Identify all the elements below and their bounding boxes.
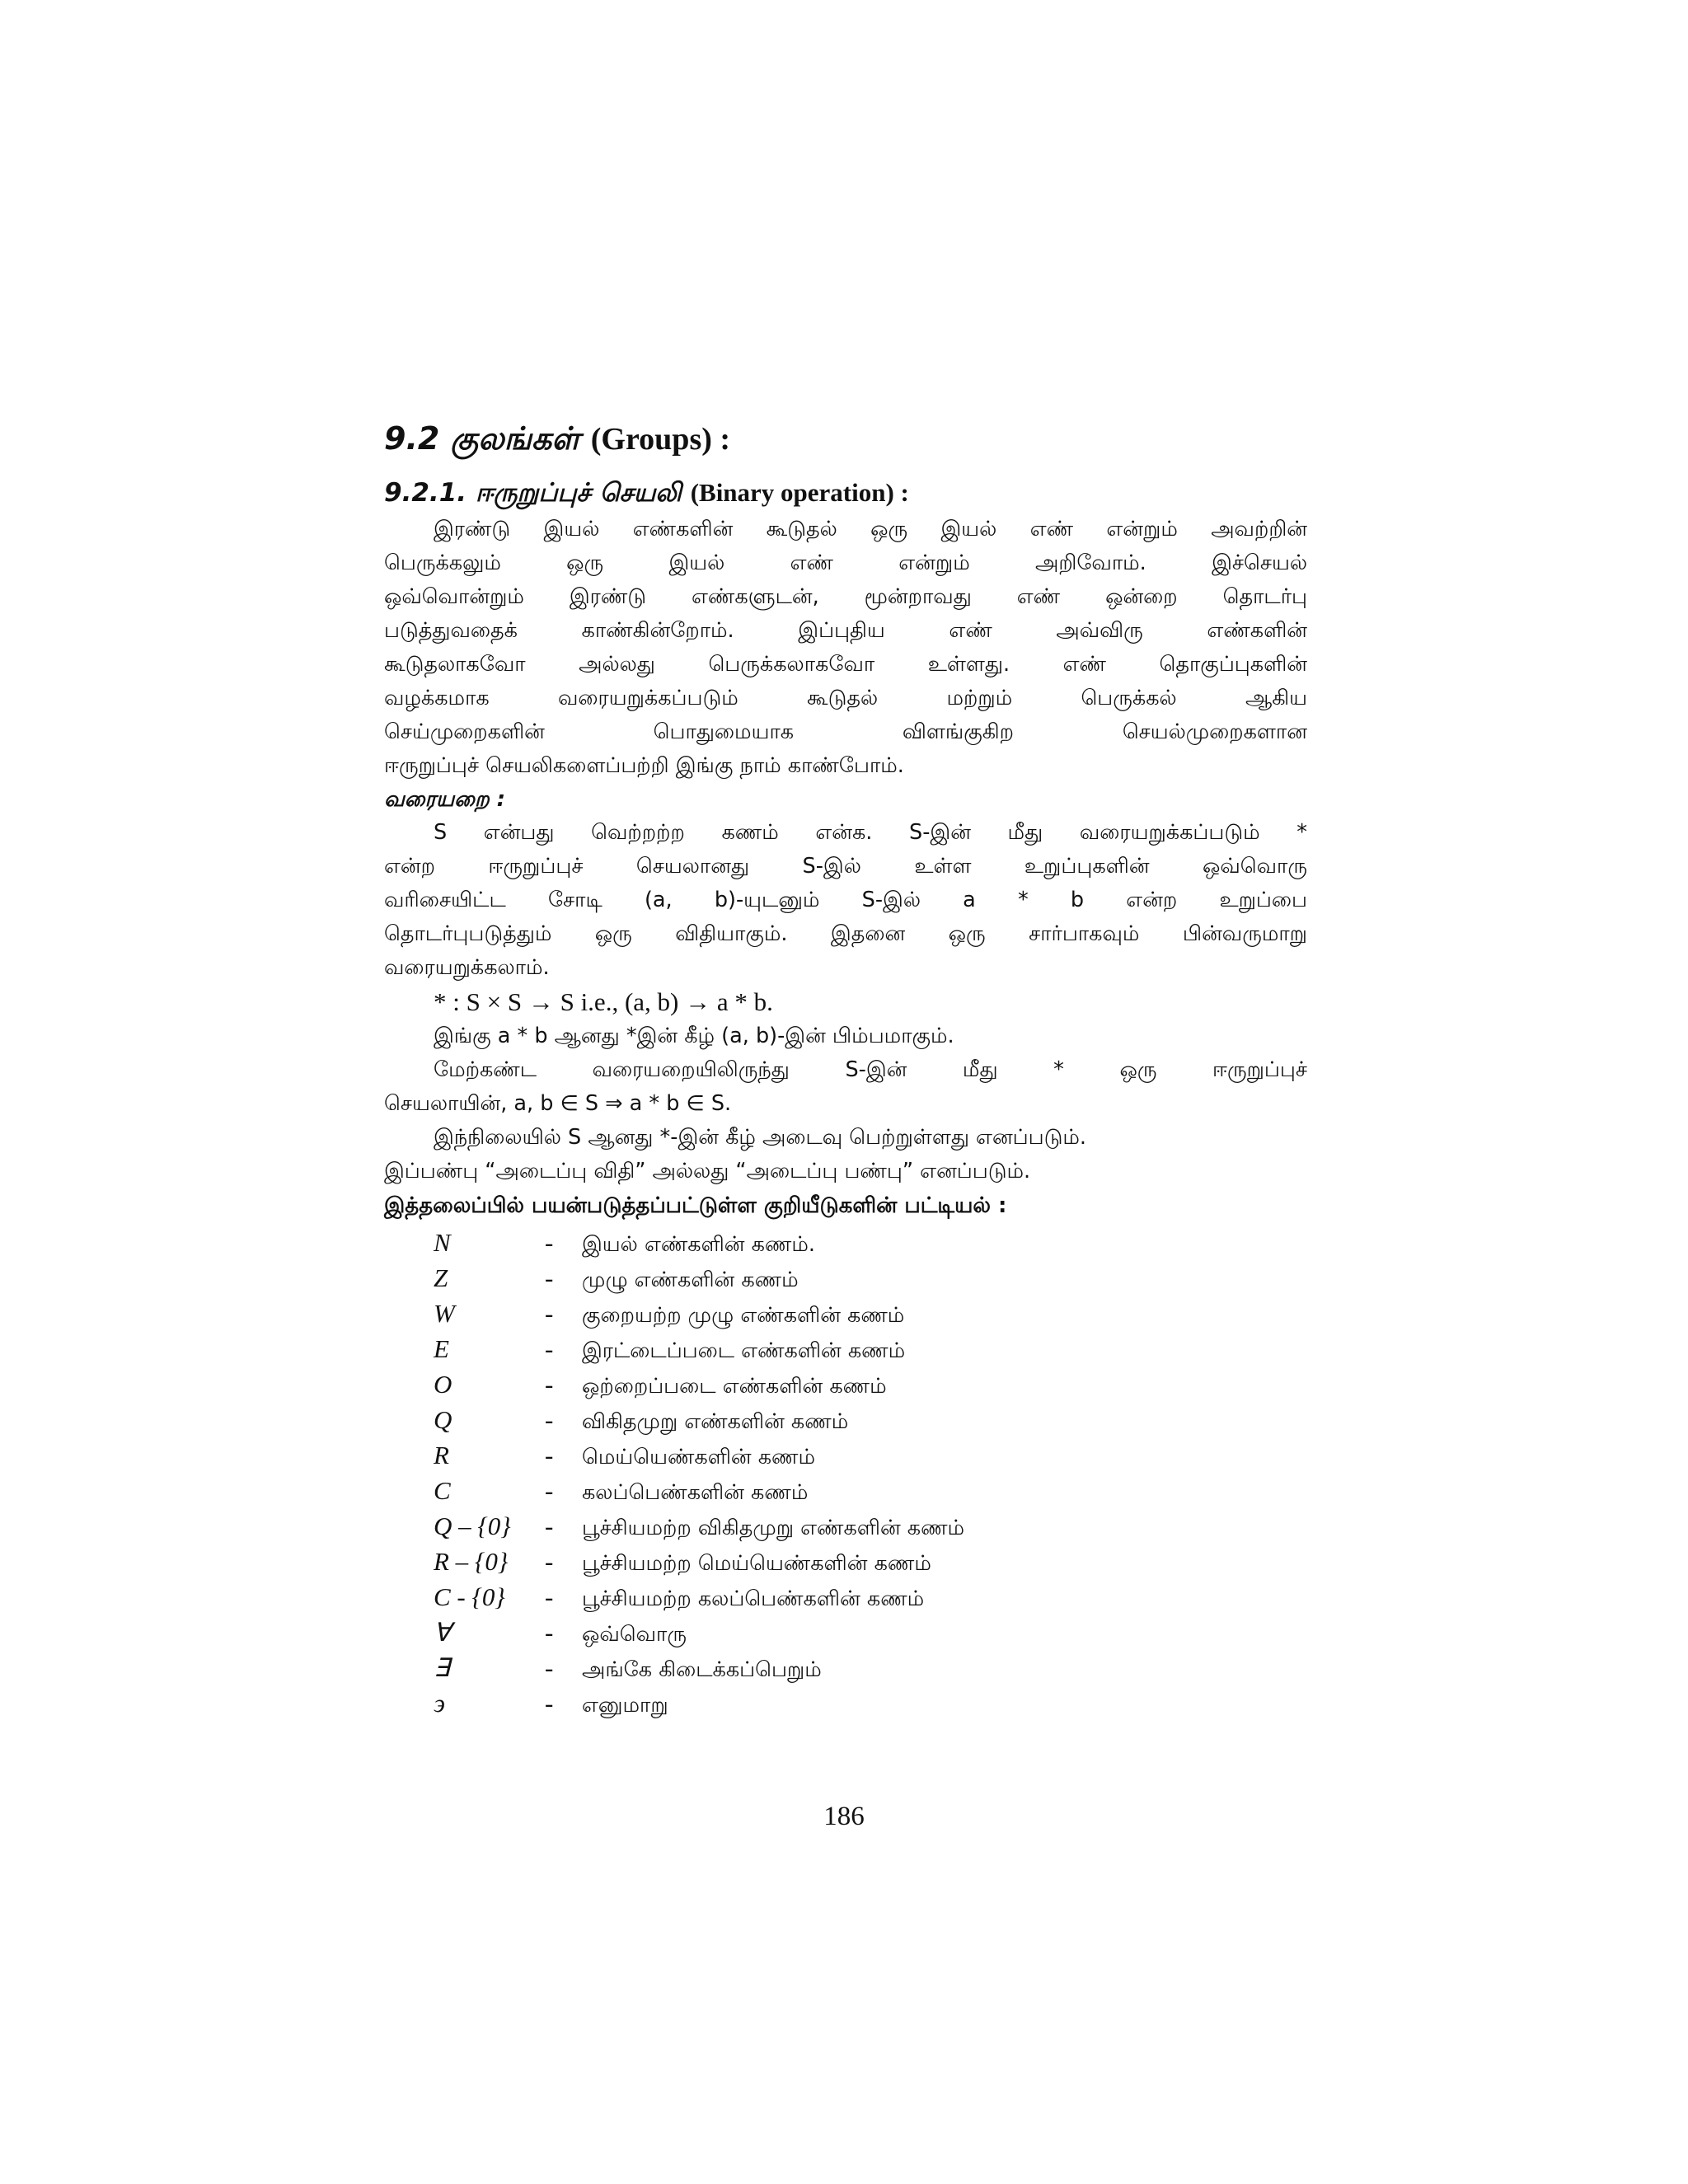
page-content bbox=[384, 416, 1307, 1724]
definition-heading: வரையறை : bbox=[384, 787, 505, 812]
symbol-meaning: விகிதமுறு எண்களின் கணம் bbox=[582, 1409, 849, 1434]
section-heading bbox=[384, 416, 1307, 462]
binary-operation-formula: * : S × S → S i.e., (a, b) → a * b. bbox=[434, 987, 773, 1016]
paragraph-line: செய்முறைகளின் பொதுமையாக விளங்குகிற செயல்முறைகளான bbox=[384, 719, 1307, 744]
symbol-meaning: இரட்டைப்படை எண்களின் கணம் bbox=[582, 1338, 906, 1363]
paragraph-line: மேற்கண்ட வரையறையிலிருந்து S-இன் மீது * ஒரு ஈருறுப்புச் bbox=[434, 1057, 1307, 1082]
symbol-meaning: அங்கே கிடைக்கப்பெறும் bbox=[582, 1657, 822, 1682]
symbol-row bbox=[434, 1582, 1307, 1618]
symbol-dash: - bbox=[545, 1334, 554, 1363]
symbol-row bbox=[434, 1547, 1307, 1582]
symbol: O bbox=[434, 1370, 452, 1399]
symbol-row bbox=[434, 1405, 1307, 1441]
paragraph-line: வழக்கமாக வரையறுக்கப்படும் கூடுதல் மற்றும் பெருக்கல் ஆகிய bbox=[384, 686, 1307, 710]
symbol-row bbox=[434, 1511, 1307, 1547]
symbol: W bbox=[434, 1299, 455, 1328]
symbol-row bbox=[434, 1228, 1307, 1263]
symbol-row bbox=[434, 1370, 1307, 1405]
paragraph-line: தொடர்புபடுத்தும் ஒரு விதியாகும். இதனை ஒரு சார்பாகவும் பின்வருமாறு bbox=[384, 921, 1307, 946]
symbol-dash: - bbox=[545, 1547, 554, 1576]
symbol-dash: - bbox=[545, 1370, 554, 1399]
paragraph-line: இந்நிலையில் S ஆனது *-இன் கீழ் அடைவு பெற்றுள்ளது எனப்படும். bbox=[434, 1125, 1087, 1150]
symbol: E bbox=[434, 1334, 449, 1363]
symbol-meaning: குறையற்ற முழு எண்களின் கணம் bbox=[582, 1303, 905, 1328]
symbol-meaning: எனுமாறு bbox=[582, 1693, 668, 1718]
definition-paragraph bbox=[384, 816, 1307, 985]
paragraph-line: ஈருறுப்புச் செயலிகளைப்பற்றி இங்கு நாம் காண்போம். bbox=[384, 753, 904, 778]
symbol-row bbox=[434, 1689, 1307, 1724]
paragraph-line: வரிசையிட்ட சோடி (a, b)-யுடனும் S-இல் a * b என்ற உறுப்பை bbox=[384, 888, 1307, 912]
section-number: 9.2 bbox=[384, 420, 440, 457]
symbol: N bbox=[434, 1228, 451, 1257]
symbol: C bbox=[434, 1476, 451, 1505]
symbol-row bbox=[434, 1441, 1307, 1476]
paragraph-line: என்ற ஈருறுப்புச் செயலானது S-இல் உள்ள உறுப்புகளின் ஒவ்வொரு bbox=[384, 854, 1307, 879]
subsection-heading bbox=[384, 473, 1307, 513]
symbol-dash: - bbox=[545, 1618, 554, 1647]
symbol: R bbox=[434, 1441, 449, 1469]
for-all-symbol: ∀ bbox=[434, 1618, 452, 1647]
symbol-dash: - bbox=[545, 1263, 554, 1292]
closure-paragraph bbox=[384, 1053, 1307, 1121]
symbol-dash: - bbox=[545, 1228, 554, 1257]
paragraph-line: S என்பது வெற்றற்ற கணம் என்க. S-இன் மீது வரையறுக்கப்படும் * bbox=[434, 820, 1307, 845]
intro-paragraph bbox=[384, 513, 1307, 783]
subsection-title-tamil: ஈருறுப்புச் செயலி bbox=[475, 478, 682, 508]
such-that-symbol: ϶ bbox=[434, 1689, 444, 1718]
symbol: Z bbox=[434, 1263, 448, 1292]
symbol-dash: - bbox=[545, 1689, 554, 1718]
symbol-row bbox=[434, 1299, 1307, 1334]
section-title-english: (Groups) : bbox=[590, 422, 731, 457]
symbol-meaning: பூச்சியமற்ற கலப்பெண்களின் கணம் bbox=[582, 1586, 925, 1611]
symbol-dash: - bbox=[545, 1653, 554, 1682]
symbol-meaning: ஒவ்வொரு bbox=[582, 1622, 687, 1647]
paragraph-line: வரையறுக்கலாம். bbox=[384, 955, 550, 980]
paragraph-line: பெருக்கலும் ஒரு இயல் எண் என்றும் அறிவோம். இச்செயல் bbox=[384, 551, 1307, 575]
symbol: C - {0} bbox=[434, 1582, 505, 1611]
symbol: Q bbox=[434, 1405, 452, 1434]
symbol-row bbox=[434, 1653, 1307, 1689]
paragraph-line: படுத்துவதைக் காண்கின்றோம். இப்புதிய எண் அவ்விரு எண்களின் bbox=[384, 618, 1307, 643]
subsection-title-english: (Binary operation) : bbox=[690, 478, 909, 507]
section-title-tamil: குலங்கள் bbox=[450, 420, 580, 457]
paragraph-line: இப்பண்பு “அடைப்பு விதி” அல்லது “அடைப்பு பண்பு” எனப்படும். bbox=[384, 1159, 1031, 1183]
symbol-dash: - bbox=[545, 1582, 554, 1611]
paragraph-line: இங்கு a * b ஆனது *இன் கீழ் (a, b)-இன் பிம்பமாகும். bbox=[434, 1024, 954, 1048]
symbol-dash: - bbox=[545, 1299, 554, 1328]
symbol-dash: - bbox=[545, 1405, 554, 1434]
paragraph-line: கூடுதலாகவோ அல்லது பெருக்கலாகவோ உள்ளது. எண் தொகுப்புகளின் bbox=[384, 652, 1307, 677]
symbol: R – {0} bbox=[434, 1547, 509, 1576]
symbol-dash: - bbox=[545, 1511, 554, 1540]
closure-property-paragraph bbox=[384, 1121, 1307, 1188]
symbol-dash: - bbox=[545, 1476, 554, 1505]
subsection-number: 9.2.1. bbox=[384, 478, 467, 508]
symbol-meaning: ஒற்றைப்படை எண்களின் கணம் bbox=[582, 1374, 887, 1399]
symbol-row bbox=[434, 1476, 1307, 1511]
symbol-meaning: பூச்சியமற்ற மெய்யெண்களின் கணம் bbox=[582, 1551, 931, 1576]
page-number: 186 bbox=[823, 1802, 865, 1831]
symbol-row bbox=[434, 1263, 1307, 1299]
paragraph-line: செயலாயின், a, b ∈ S ⇒ a * b ∈ S. bbox=[384, 1091, 732, 1116]
symbol: Q – {0} bbox=[434, 1511, 511, 1540]
symbol-meaning: மெய்யெண்களின் கணம் bbox=[582, 1445, 816, 1469]
symbol-meaning: கலப்பெண்களின் கணம் bbox=[582, 1480, 809, 1505]
paragraph-line: ஒவ்வொன்றும் இரண்டு எண்களுடன், மூன்றாவது எண் ஒன்றை தொடர்பு bbox=[384, 584, 1307, 609]
symbol-dash: - bbox=[545, 1441, 554, 1469]
there-exists-symbol: ∃ bbox=[434, 1653, 450, 1682]
image-paragraph bbox=[384, 1019, 1307, 1053]
symbols-heading: இத்தலைப்பில் பயன்படுத்தப்பட்டுள்ள குறியீடுகளின் பட்டியல் : bbox=[384, 1193, 1007, 1218]
symbol-meaning: இயல் எண்களின் கணம். bbox=[582, 1232, 816, 1257]
symbol-row bbox=[434, 1334, 1307, 1370]
symbol-meaning: முழு எண்களின் கணம் bbox=[582, 1268, 799, 1292]
paragraph-line: இரண்டு இயல் எண்களின் கூடுதல் ஒரு இயல் எண் என்றும் அவற்றின் bbox=[434, 517, 1307, 541]
symbol-meaning: பூச்சியமற்ற விகிதமுறு எண்களின் கணம் bbox=[582, 1516, 965, 1540]
symbol-row bbox=[434, 1618, 1307, 1653]
symbols-list bbox=[434, 1228, 1307, 1724]
